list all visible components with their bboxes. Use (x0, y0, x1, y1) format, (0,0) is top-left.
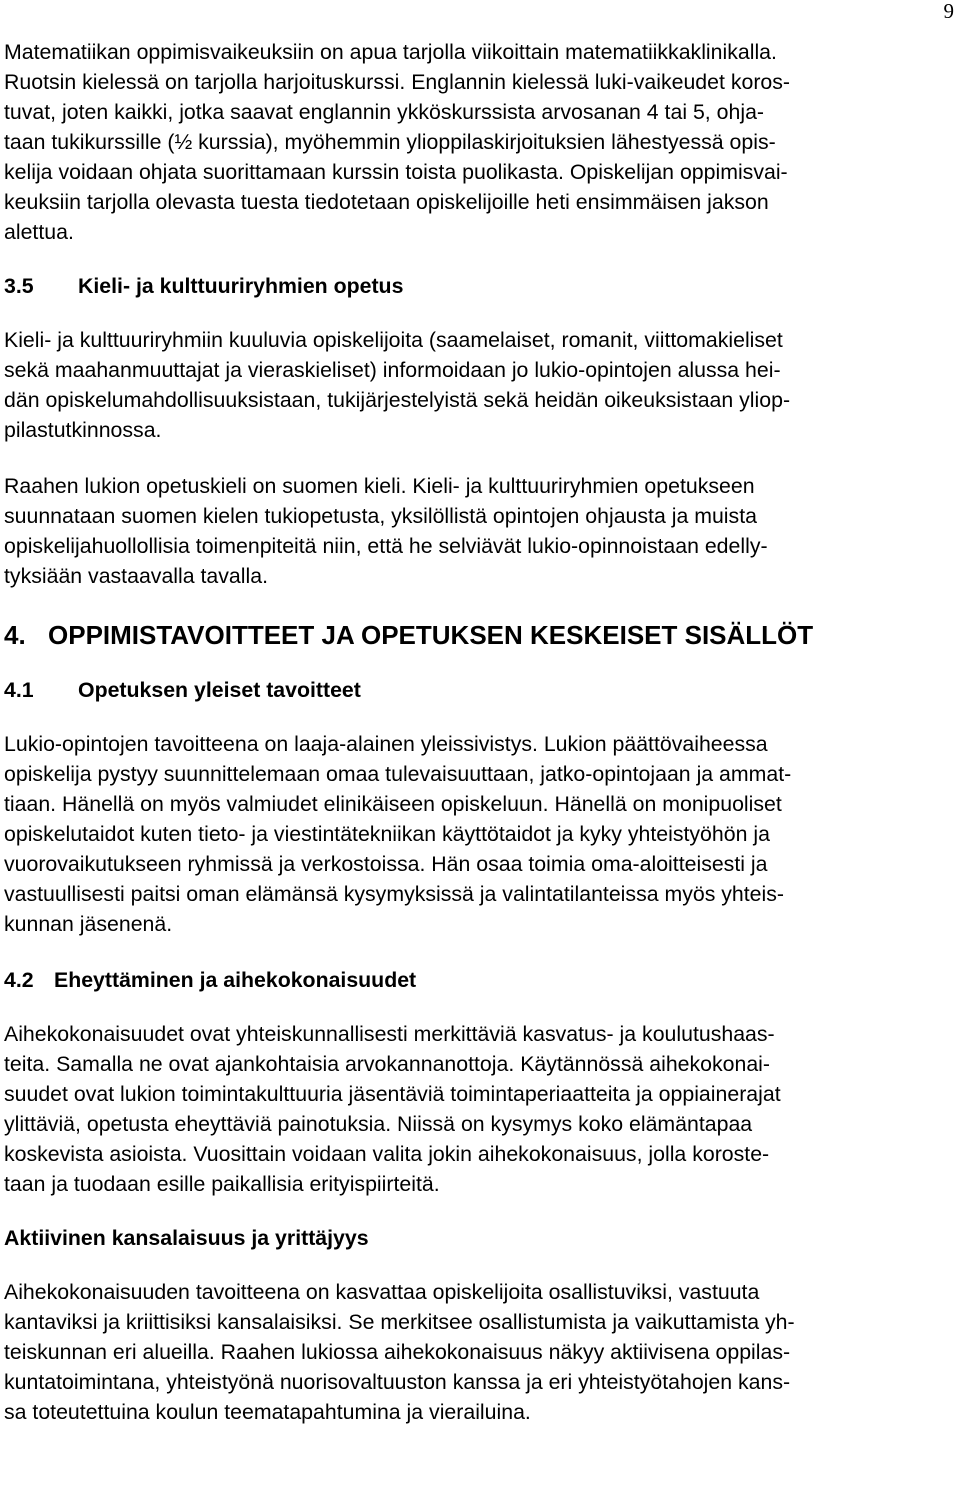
heading-3-5 (4, 271, 944, 301)
heading-title: OPPIMISTAVOITTEET JA OPETUKSEN KESKEISET SISÄLLÖT (48, 620, 814, 650)
page-content (4, 37, 944, 1427)
heading-number: 4. (4, 620, 26, 650)
paragraph-language-groups: Kieli- ja kulttuuriryhmiin kuuluvia opiskelijoita (saamelaiset, romanit, viittomakieliset sekä maahanmuuttajat ja vieraskieliset) informoidaan jo lukio-opintojen alussa hei- dän opiskelumahdollisuuksistaan, tukijärjestelyistä sekä heidän oikeuksistaan yliop- pilastutkinnossa. (4, 328, 791, 442)
heading-active-citizenship: Aktiivinen kansalaisuus ja yrittäjyys (4, 1226, 369, 1250)
heading-number: 3.5 (4, 274, 34, 298)
paragraph-learning-support: Matematiikan oppimisvaikeuksiin on apua tarjolla viikoittain matematiikkaklinikalla. Ruotsin kielessä on tarjolla harjoituskurssi. Englannin kielessä luki-vaikeudet koros- tuvat, joten kaikki, jotka saavat englannin ykköskurssista arvosanan 4 tai 5, ohja- taan tukikurssille (½ kurssia), myöhemmin ylioppilaskirjoituksien lähestyessä opis- kelija voidaan ohjata suorittamaan kurssin toista puolikasta. Opiskelijan oppimisvai- keuksiin tarjolla olevasta tuesta tiedotetaan opiskelijoille heti ensimmäisen jakson alettua. (4, 40, 790, 244)
paragraph-themes: Aihekokonaisuudet ovat yhteiskunnallisesti merkittäviä kasvatus- ja koulutushaas- teita. Samalla ne ovat ajankohtaisia arvokannanottoja. Käytännössä aihekokonai- suudet ovat lukion toimintakulttuuria jäsentäviä toimintaperiaatteita ja oppiainerajat ylittäviä, opetusta eheyttäviä painotuksia. Niissä on kysymys koko elämäntapaa koskevista asioista. Vuosittain voidaan valita jokin aihekokonaisuus, jolla koroste- taan ja tuodaan esille paikallisia erityispiirteitä. (4, 1022, 781, 1196)
heading-number: 4.1 (4, 678, 34, 702)
paragraph-active-citizenship: Aihekokonaisuuden tavoitteena on kasvattaa opiskelijoita osallistuviksi, vastuuta kantaviksi ja kriittisiksi kansalaisiksi. Se merkitsee osallistumista ja vaikuttamista yh- teiskunnan eri alueilla. Raahen lukiossa aihekokonaisuus näkyy aktiivisena oppilas- kuntatoimintana, yhteistyönä nuorisovaltuuston kanssa ja eri yhteistyötahojen kans- sa toteutettuina koulun teematapahtumina ja vierailuina. (4, 1280, 795, 1424)
heading-title: Kieli- ja kulttuuriryhmien opetus (78, 274, 404, 298)
heading-title: Opetuksen yleiset tavoitteet (78, 678, 361, 702)
heading-4 (4, 617, 944, 653)
heading-4-2 (4, 965, 944, 995)
heading-number: 4.2 (4, 968, 34, 992)
page-number: 9 (943, 0, 954, 23)
paragraph-teaching-language: Raahen lukion opetuskieli on suomen kieli. Kieli- ja kulttuuriryhmien opetukseen suunnataan suomen kielen tukiopetusta, yksilöllistä opintojen ohjausta ja muista opiskelijahuollollisia toimenpiteitä niin, että he selviävät lukio-opinnoistaan edelly- tyksiään vastaavalla tavalla. (4, 474, 768, 588)
paragraph-general-goals: Lukio-opintojen tavoitteena on laaja-alainen yleissivistys. Lukion päättövaiheessa opiskelija pystyy suunnittelemaan omaa tulevaisuuttaan, jatko-opintojaan ja ammat- tiaan. Hänellä on myös valmiudet elinikäiseen opiskeluun. Hänellä on monipuoliset opiskelutaidot kuten tieto- ja viestintätekniikan käyttötaidot ja kyky yhteistyöhön ja vuorovaikutukseen ryhmissä ja verkostoissa. Hän osaa toimia oma-aloitteisesti ja vastuullisesti paitsi oman elämänsä kysymyksissä ja valintatilanteissa myös yhteis- kunnan jäsenenä. (4, 732, 792, 936)
heading-title: Eheyttäminen ja aihekokonaisuudet (54, 968, 417, 992)
heading-4-1 (4, 675, 944, 705)
